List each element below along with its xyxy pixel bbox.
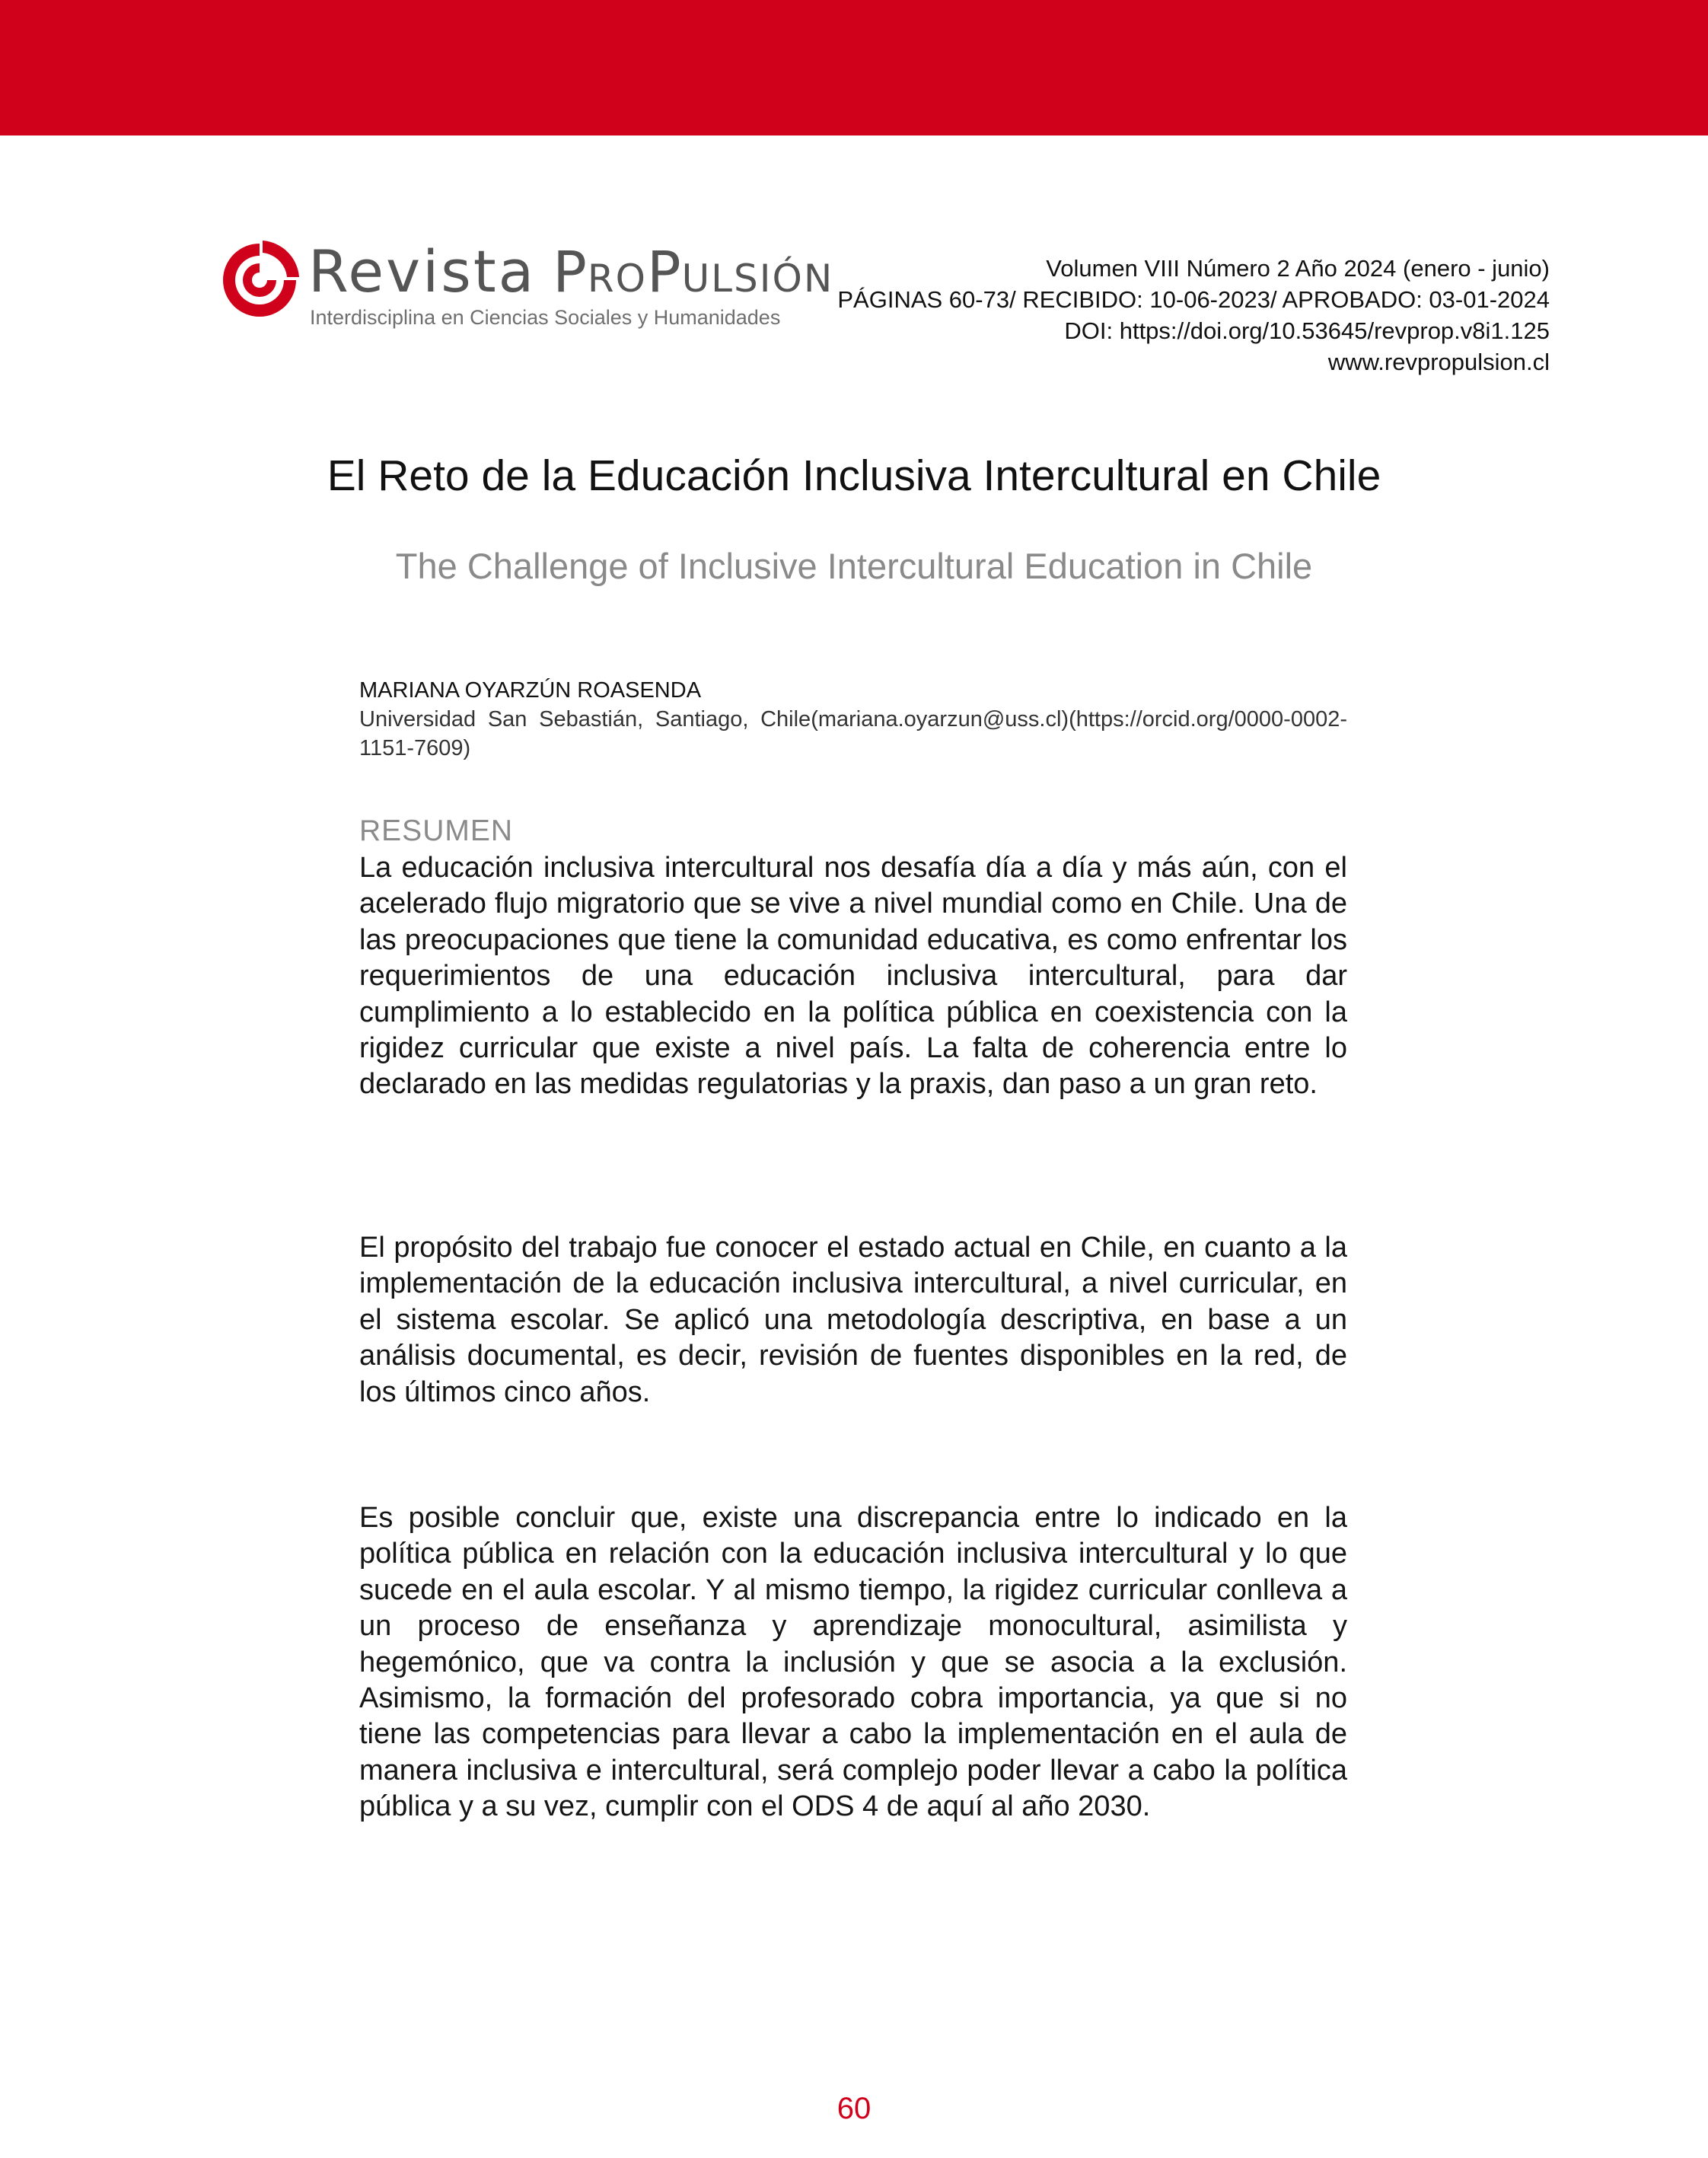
volume-info: Volumen VIII Número 2 Año 2024 (enero - junio): [1046, 255, 1550, 282]
abstract-paragraph: El propósito del trabajo fue conocer el estado actual en Chile, en cuanto a la implementación de la educación inclusiva intercultural, a nivel curricular, en el sistema escolar. Se aplicó una metodología descriptiva, en base a un análisis documental, es decir, revisión de fuentes disponibles en la red, de los últimos cinco años.: [359, 1232, 1347, 1408]
website-link[interactable]: www.revpropulsion.cl: [1327, 349, 1550, 375]
abstract-paragraph: La educación inclusiva intercultural nos desafía día a día y más aún, con el acelerado flujo migratorio que se vive a nivel mundial como en Chile. Una de las preocupaciones que tiene la comunidad educativa, es como enfrentar los requerimientos de una educación inclusiva intercultural, para dar cumplimiento a lo establecido en la política pública en coexistencia con la rigidez curricular que existe a nivel país. La falta de coherencia entre lo declarado en las medidas regulatorias y la praxis, dan paso a un gran reto.: [359, 852, 1347, 1101]
logo-letter-p2: P: [646, 240, 682, 305]
logo-letters-ulsion: ULSIÓN: [681, 257, 834, 301]
author-name: MARIANA OYARZÚN ROASENDA: [359, 678, 702, 703]
article-subtitle: The Challenge of Inclusive Intercultural Education in Chile: [395, 546, 1313, 586]
logo-name-revista: Revista: [308, 237, 537, 305]
abstract-paragraph: Es posible concluir que, existe una discrepancia entre lo indicado en la política pública en relación con la educación inclusiva intercultural y lo que sucede en el aula escolar. Y al mismo tiempo, la rigidez curricular conlleva a un proceso de enseñanza y aprendizaje monocultural, asimilista y hegemónico, que va contra la inclusión y que se asocia a la exclusión. Asimismo, la formación del profesorado cobra importancia, ya que si no tiene las competencias para llevar a cabo la implementación en el aula de manera inclusiva e intercultural, será complejo poder llevar a cabo la política pública y a su vez, cumplir con el ODS 4 de aquí al año 2030.: [359, 1502, 1347, 1823]
abstract-heading: RESUMEN: [359, 814, 514, 847]
logo-wordmark: [308, 237, 834, 310]
page-number: 60: [836, 2092, 872, 2125]
header-band: [0, 0, 1708, 135]
article-title: El Reto de la Educación Inclusiva Intercultural en Chile: [327, 451, 1381, 500]
logo-letter-p1: P: [553, 240, 588, 305]
journal-logo: [217, 237, 834, 336]
pages-dates-info: PÁGINAS 60-73/ RECIBIDO: 10-06-2023/ APROBADO: 03-01-2024: [837, 286, 1550, 313]
propulsion-logo-icon: [217, 237, 302, 323]
doi-link[interactable]: DOI: https://doi.org/10.53645/revprop.v8i1.125: [1064, 317, 1550, 344]
logo-letters-ro: RO: [587, 257, 647, 301]
logo-subtitle: Interdisciplina en Ciencias Sociales y Humanidades: [310, 306, 781, 329]
author-affiliation: Universidad San Sebastián, Santiago, Chile(mariana.oyarzun@uss.cl)(https://orcid.org/0000-0002-1151-7609): [359, 707, 1347, 760]
issue-metadata: [837, 253, 1550, 378]
